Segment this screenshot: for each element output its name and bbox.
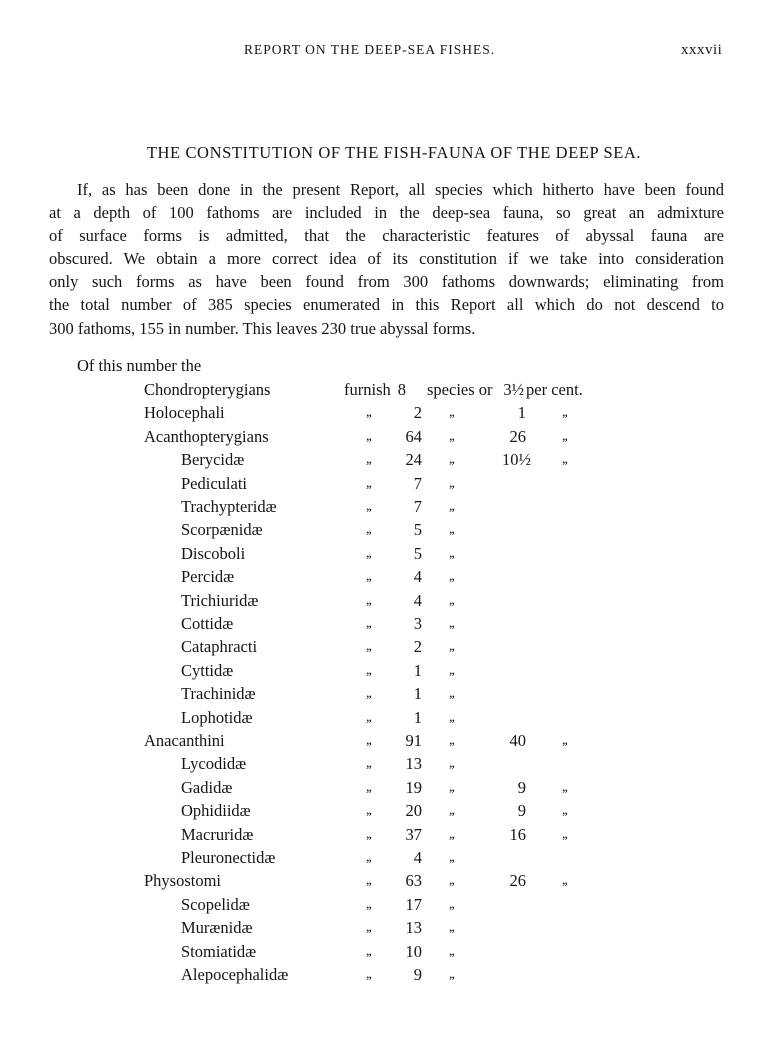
table-row [0, 474, 776, 497]
taxon-name: Trachinidæ [181, 684, 256, 704]
section-title: THE CONSTITUTION OF THE FISH-FAUNA OF THE DEEP SEA. [146, 143, 642, 162]
ditto-mark: ,, [366, 733, 371, 748]
taxon-name: Cataphracti [181, 637, 258, 657]
table-row [0, 403, 776, 426]
table-row [0, 871, 776, 894]
taxon-name: Anacanthini [144, 731, 225, 750]
species-count: 4 [413, 848, 422, 867]
ditto-mark: ,, [449, 873, 454, 889]
species-count: 9 [413, 965, 422, 984]
page-number: xxxvii [681, 42, 723, 58]
table-row [0, 567, 776, 590]
taxon-name: Discoboli [181, 543, 246, 563]
species-count: 24 [405, 450, 422, 470]
percent-value: 9 [517, 801, 526, 821]
taxon-name: Macruridæ [181, 824, 254, 844]
furnish-label: furnish [344, 380, 391, 399]
table-row [0, 380, 776, 403]
ditto-mark: ,, [366, 499, 371, 514]
ditto-mark: ,, [366, 592, 371, 608]
ditto-mark: ,, [449, 967, 454, 982]
per-cent-label: per cent. [526, 380, 583, 399]
table-row [0, 544, 776, 567]
species-count: 5 [413, 520, 422, 540]
species-count: 3 [413, 614, 422, 633]
taxon-name: Scopelidæ [181, 894, 250, 914]
species-count: 2 [413, 403, 422, 423]
ditto-mark: ,, [366, 779, 371, 795]
ditto-mark: ,, [449, 662, 454, 678]
paragraph-line: of surface forms is admitted, that the characteristic features of abyssal fauna are [49, 226, 724, 246]
species-count: 1 [413, 660, 422, 680]
ditto-mark: ,, [366, 873, 371, 889]
table-row [0, 637, 776, 660]
table-row [0, 614, 776, 637]
species-count: 2 [413, 637, 422, 657]
ditto-mark: ,, [449, 428, 454, 444]
ditto-mark: ,, [562, 873, 567, 889]
ditto-mark: ,, [562, 826, 567, 842]
ditto-mark: ,, [449, 405, 454, 421]
taxon-name: Ophidiidæ [181, 801, 251, 821]
species-count: 7 [413, 473, 422, 493]
ditto-mark: ,, [449, 709, 454, 725]
ditto-mark: ,, [366, 405, 371, 421]
taxon-name: Lophotidæ [181, 707, 253, 727]
ditto-mark: ,, [366, 896, 371, 912]
paragraph-line: If, as has been done in the present Report, all species which hitherto have been found [77, 180, 724, 199]
paragraph-line: the total number of 385 species enumerated in this Report all which do not descend to [49, 295, 724, 315]
ditto-mark: ,, [366, 803, 371, 819]
ditto-mark: ,, [449, 452, 454, 468]
ditto-mark: ,, [562, 803, 567, 819]
paragraph-line: only such forms as have been found from 300 fathoms downwards; eliminating from [49, 272, 724, 292]
ditto-mark: ,, [562, 452, 567, 468]
ditto-mark: ,, [449, 592, 454, 608]
paragraph-line: 300 fathoms, 155 in number. This leaves 230 true abyssal forms. [49, 318, 476, 338]
table-row [0, 848, 776, 871]
ditto-mark: ,, [366, 452, 371, 468]
table-row [0, 520, 776, 543]
table-row [0, 801, 776, 824]
ditto-mark: ,, [449, 733, 454, 748]
species-count: 4 [413, 567, 422, 587]
taxon-name: Cottidæ [181, 614, 234, 633]
table-row [0, 731, 776, 754]
taxon-name: Berycidæ [181, 450, 245, 470]
table-intro: Of this number the [77, 356, 202, 375]
species-count: 4 [413, 590, 422, 610]
species-count: 5 [413, 543, 422, 563]
species-count: 13 [405, 918, 422, 938]
species-count: 13 [405, 754, 422, 774]
ditto-mark: ,, [562, 779, 567, 795]
taxon-name: Scorpænidæ [181, 520, 263, 540]
taxon-name: Trachypteridæ [181, 497, 277, 516]
ditto-mark: ,, [366, 709, 371, 725]
table-row [0, 825, 776, 848]
taxon-name: Lycodidæ [181, 754, 247, 774]
species-count: 10 [405, 941, 422, 961]
paragraph-line: at a depth of 100 fathoms are included in the deep-sea fauna, so great an admixture [49, 203, 724, 223]
species-count: 1 [413, 707, 422, 727]
ditto-mark: ,, [562, 733, 567, 748]
species-or-label: species or [427, 380, 493, 399]
taxon-name: Chondropterygians [144, 380, 271, 399]
table-row [0, 661, 776, 684]
species-count: 8 [397, 380, 406, 399]
ditto-mark: ,, [449, 686, 454, 702]
ditto-mark: ,, [366, 967, 371, 982]
table-row [0, 497, 776, 520]
paragraph-line: obscured. We obtain a more correct idea of its constitution if we take into consideration [49, 249, 724, 269]
ditto-mark: ,, [449, 569, 454, 585]
percent-value: 3½ [503, 380, 524, 399]
taxon-name: Physostomi [144, 871, 222, 891]
table-row [0, 450, 776, 473]
table-row [0, 918, 776, 941]
ditto-mark: ,, [366, 545, 371, 561]
taxon-name: Percidæ [181, 567, 235, 587]
ditto-mark: ,, [449, 850, 454, 865]
percent-value: 10½ [502, 450, 531, 470]
species-count: 20 [405, 801, 422, 821]
ditto-mark: ,, [449, 499, 454, 514]
running-title: REPORT ON THE DEEP-SEA FISHES. [244, 42, 496, 57]
taxon-name: Pediculati [181, 473, 247, 493]
ditto-mark: ,, [449, 616, 454, 631]
species-count: 7 [413, 497, 422, 516]
ditto-mark: ,, [449, 639, 454, 655]
percent-value: 40 [509, 731, 526, 750]
ditto-mark: ,, [366, 616, 371, 631]
taxon-name: Holocephali [144, 403, 225, 423]
table-row [0, 708, 776, 731]
percent-value: 26 [509, 426, 526, 446]
table-row [0, 427, 776, 450]
ditto-mark: ,, [366, 850, 371, 865]
table-row [0, 754, 776, 777]
percent-value: 16 [509, 824, 526, 844]
ditto-mark: ,, [366, 826, 371, 842]
percent-value: 9 [517, 777, 526, 797]
table-row [0, 942, 776, 965]
species-count: 19 [405, 777, 422, 797]
taxon-name: Murænidæ [181, 918, 253, 938]
taxon-name: Stomiatidæ [181, 941, 257, 961]
taxon-name: Pleuronectidæ [181, 848, 276, 867]
percent-value: 1 [517, 403, 526, 423]
ditto-mark: ,, [449, 896, 454, 912]
ditto-mark: ,, [449, 779, 454, 795]
ditto-mark: ,, [449, 803, 454, 819]
table-row [0, 895, 776, 918]
table-row [0, 965, 776, 988]
table-row [0, 778, 776, 801]
species-count: 17 [405, 894, 422, 914]
taxon-name: Acanthopterygians [144, 426, 269, 446]
ditto-mark: ,, [449, 756, 454, 772]
ditto-mark: ,, [449, 522, 454, 538]
taxon-name: Alepocephalidæ [181, 965, 289, 984]
taxon-name: Gadidæ [181, 777, 233, 797]
percent-value: 26 [509, 871, 526, 891]
ditto-mark: ,, [449, 826, 454, 842]
species-count: 1 [413, 684, 422, 704]
species-count: 37 [405, 824, 422, 844]
table-row [0, 591, 776, 614]
species-count: 91 [405, 731, 422, 750]
ditto-mark: ,, [366, 662, 371, 678]
ditto-mark: ,, [366, 475, 371, 491]
ditto-mark: ,, [449, 545, 454, 561]
species-count: 63 [405, 871, 422, 891]
ditto-mark: ,, [449, 943, 454, 959]
ditto-mark: ,, [366, 639, 371, 655]
taxon-name: Cyttidæ [181, 660, 234, 680]
ditto-mark: ,, [366, 920, 371, 936]
taxon-name: Trichiuridæ [181, 590, 259, 610]
ditto-mark: ,, [562, 405, 567, 421]
ditto-mark: ,, [366, 686, 371, 702]
ditto-mark: ,, [366, 428, 371, 444]
ditto-mark: ,, [366, 943, 371, 959]
ditto-mark: ,, [449, 920, 454, 936]
ditto-mark: ,, [366, 522, 371, 538]
ditto-mark: ,, [562, 428, 567, 444]
ditto-mark: ,, [366, 756, 371, 772]
ditto-mark: ,, [449, 475, 454, 491]
ditto-mark: ,, [366, 569, 371, 585]
table-row [0, 684, 776, 707]
species-count: 64 [405, 426, 422, 446]
